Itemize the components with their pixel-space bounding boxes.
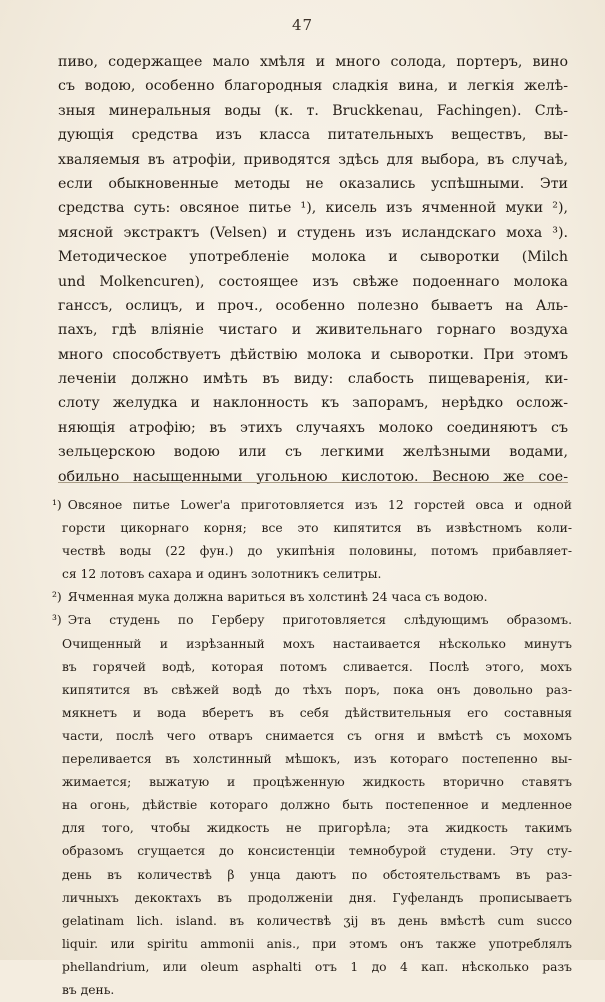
text-line: если обыкновенные методы не оказались успѣшными. Эти xyxy=(58,175,568,192)
footnote-text: phellandrium, или oleum asphalti отъ 1 до 4 кап. нѣсколько разъ xyxy=(62,959,572,974)
footnote-line xyxy=(52,725,572,748)
text-line: мясной экстрактъ (Velsen) и студень изъ исландскаго моха ³). xyxy=(58,224,568,241)
footnote-line xyxy=(52,887,572,910)
footnote-text: Ячменная мука должна вариться въ холстинѣ 24 часа съ водою. xyxy=(67,590,488,605)
footnote-line xyxy=(52,864,572,887)
footnote-line xyxy=(52,840,572,863)
footnote-text: части, послѣ чего отваръ снимается съ огня и вмѣстѣ съ мохомъ xyxy=(62,728,572,743)
footnote-text: мякнетъ и вода вберетъ въ себя дѣйствительныя его составныя xyxy=(62,705,572,720)
footnote-text: въ горячей водѣ, которая потомъ сливается. Послѣ этого, мохъ xyxy=(62,659,572,674)
text-line: пахъ, гдѣ вліяніе чистаго и живительнаго горнаго воздуха xyxy=(58,322,568,339)
footnote-marker: ³) xyxy=(52,613,62,628)
text-line: много способствуетъ дѣйствію молока и сыворотки. При этомъ xyxy=(58,346,568,363)
footnote-text: день въ количествѣ β унца даютъ по обстоятельствамъ въ раз- xyxy=(62,867,572,882)
footnote-line xyxy=(52,702,572,725)
footnote-text: ся 12 лотовъ сахара и одинъ золотникъ селитры. xyxy=(62,567,382,582)
footnote-text: кипятится въ свѣжей водѣ до тѣхъ поръ, пока онъ довольно раз- xyxy=(62,682,572,697)
footnotes xyxy=(52,494,572,1002)
footnote-line xyxy=(52,586,572,609)
footnote-line xyxy=(52,656,572,679)
page-number: 47 xyxy=(291,16,314,34)
footnote-line xyxy=(52,609,572,632)
footnote-text: Эта студень по Герберу приготовляется слѣдующимъ образомъ. xyxy=(67,613,572,628)
text-line: слоту желудка и наклонность къ запорамъ, нерѣдко ослож- xyxy=(58,395,568,412)
footnote-line xyxy=(52,910,572,933)
footnote-line xyxy=(52,679,572,702)
text-line: леченіи должно имѣть въ виду: слабость пищеваренія, ки- xyxy=(58,371,568,388)
footnote-text: чествѣ воды (22 фун.) до укипѣнія половины, потомъ прибавляет- xyxy=(62,544,572,559)
footnote-line xyxy=(52,979,572,1002)
text-line: няющія атрофію; въ этихъ случаяхъ молоко соединяютъ съ xyxy=(58,419,568,436)
footnote-line xyxy=(52,748,572,771)
text-line: дующія средства изъ класса питательныхъ веществъ, вы- xyxy=(58,127,568,144)
footnote-text: въ день. xyxy=(62,982,115,997)
footnote-line xyxy=(52,771,572,794)
footnote-line xyxy=(52,956,572,979)
footnote-text: на огонь, дѣйствіе котораго должно быть постепенное и медленное xyxy=(62,798,572,813)
footnote-text: gelatinam lich. island. въ количествѣ ʒij въ день вмѣстѣ cum succo xyxy=(62,913,572,928)
text-line: пиво, содержащее мало хмѣля и много солода, портеръ, вино xyxy=(58,54,568,70)
footnote-line xyxy=(52,933,572,956)
main-text xyxy=(58,50,568,489)
footnote-text: Очищенный и изрѣзанный мохъ настаивается нѣсколько минутъ xyxy=(62,636,572,651)
text-line: Методическое употребленіе молока и сыворотки (Milch xyxy=(58,249,568,266)
footnote-divider xyxy=(58,482,568,483)
footnote-text: Овсяное питье Lower'а приготовляется изъ 12 горстей овса и одной xyxy=(67,498,572,512)
footnote-line xyxy=(52,817,572,840)
text-line: ганссъ, ослицъ, и проч., особенно полезно бываетъ на Аль- xyxy=(58,297,568,314)
text-line: зныя минеральныя воды (к. т. Bruckkenau, Fachingen). Слѣ- xyxy=(58,102,568,119)
footnote-line xyxy=(52,633,572,656)
footnote-marker: ²) xyxy=(52,590,62,605)
text-line: средства суть: овсяное питье ¹), кисель изъ ячменной муки ²), xyxy=(58,200,568,217)
text-line: съ водою, особенно благородныя сладкія вина, и легкія желѣ- xyxy=(58,78,568,95)
footnote-line xyxy=(52,563,572,586)
text-line: und Molkencuren), состоящее изъ свѣже подоеннаго молока xyxy=(58,273,568,290)
footnote-text: образомъ сгущается до консистенціи темнобурой студени. Эту сту- xyxy=(62,844,572,859)
text-line: обильно насыщенными угольною кислотою. Весною же сое- xyxy=(58,468,568,485)
text-line: хваляемыя въ атрофіи, приводятся здѣсь для выбора, въ случаѣ, xyxy=(58,151,568,168)
footnote-text: жимается; выжатую и процѣженную жидкость вторично ставятъ xyxy=(62,775,572,790)
footnote-marker: ¹) xyxy=(52,498,62,512)
footnote-text: переливается въ холстинный мѣшокъ, изъ котораго постепенно вы- xyxy=(62,752,572,767)
footnote-text: личныхъ декоктахъ въ продолженіи дня. Гуфеландъ прописываетъ xyxy=(62,890,572,905)
footnote-text: liquir. или spiritu ammonii anis., при этомъ онъ также употреблялъ xyxy=(62,936,572,951)
footnote-line xyxy=(52,517,572,540)
footnote-text: горсти цикорнаго корня; все это кипятится въ извѣстномъ коли- xyxy=(62,521,572,536)
footnote-line xyxy=(52,494,572,517)
footnote-text: для того, чтобы жидкость не пригорѣла; эта жидкость такимъ xyxy=(62,821,572,836)
text-line: зельцерскою водою или съ легкими желѣзными водами, xyxy=(58,444,568,461)
footnote-line xyxy=(52,540,572,563)
footnote-line xyxy=(52,794,572,817)
